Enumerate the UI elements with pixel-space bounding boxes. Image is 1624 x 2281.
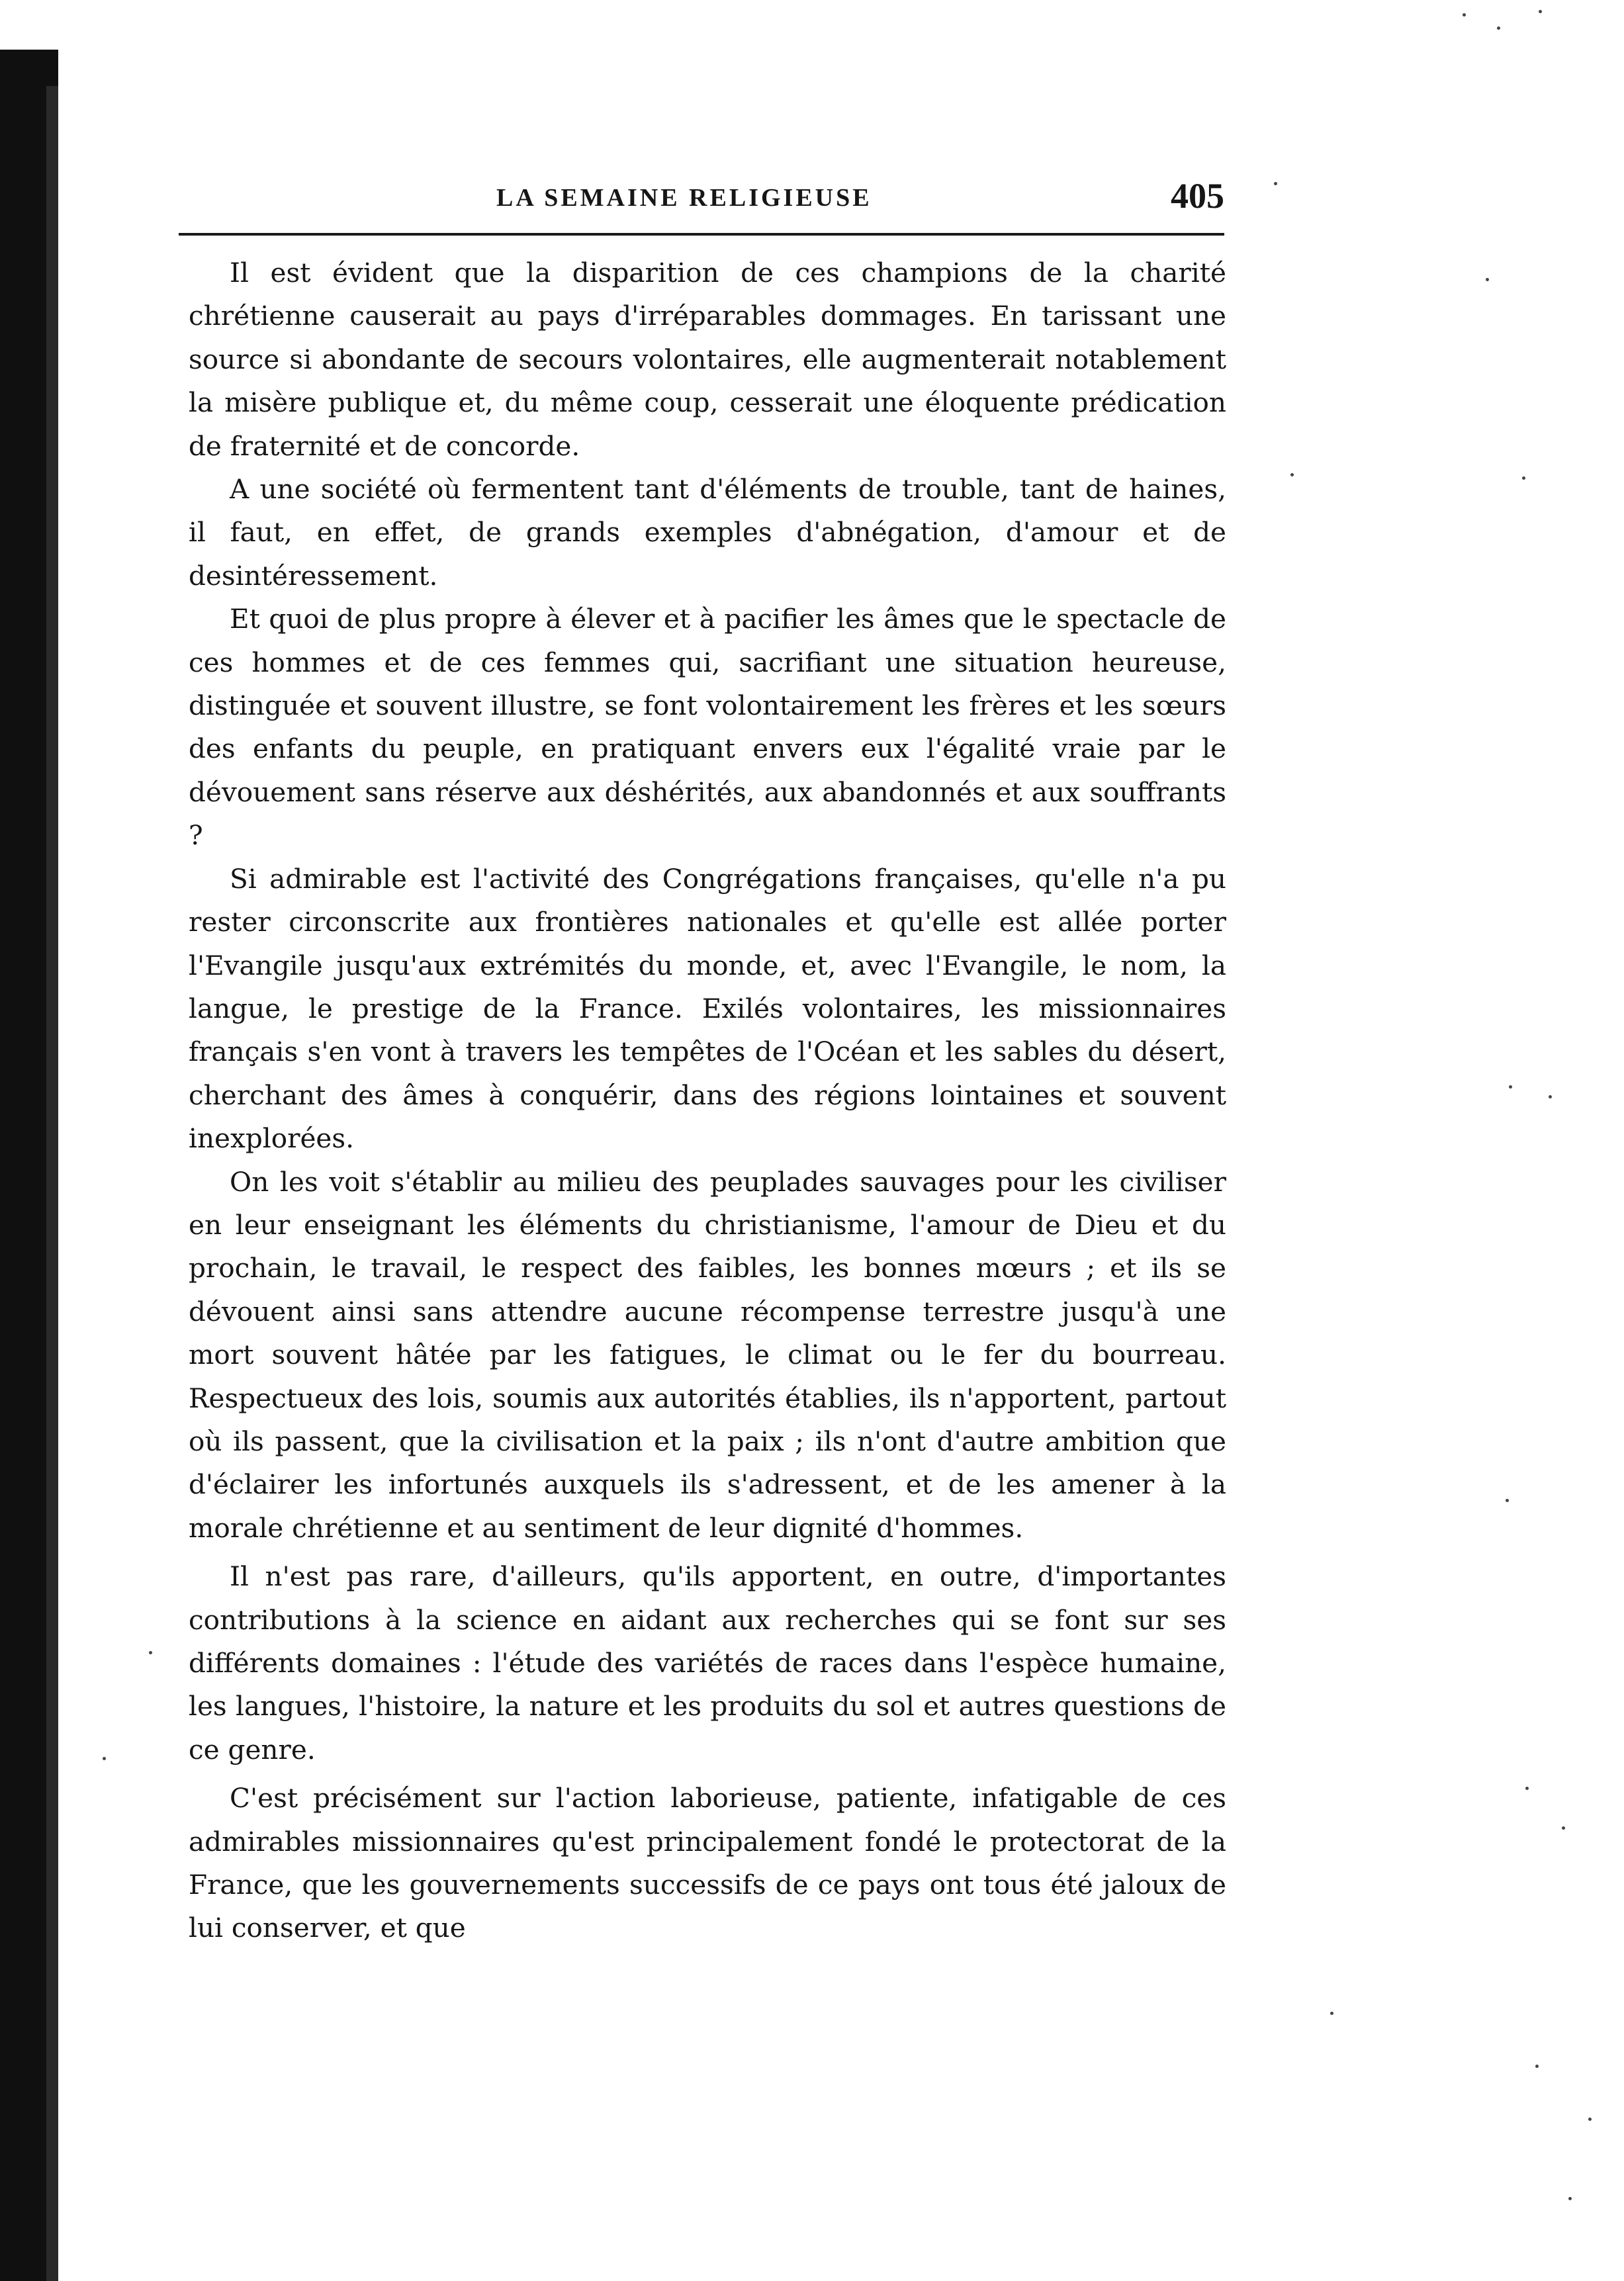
page-number: 405 [1171,176,1224,216]
scan-speck [1274,182,1277,185]
scan-speck [1522,476,1525,480]
scan-speck [1486,278,1489,281]
scan-speck [1290,473,1294,476]
scan-speck [149,1651,152,1654]
running-head [192,169,1224,222]
paragraph: Si admirable est l'activité des Congrégations françaises, qu'elle n'a pu rester circonscrite aux frontières nationales et qu'elle est allée porter l'Evangile jusqu'aux extrémités du monde, et, avec l'Evangile, le nom, la langue, le prestige de la France. Exilés volontaires, les missionnaires français s'en vont à travers les tempêtes de l'Océan et les sables du désert, cherchant des âmes à conquérir, dans des régions lointaines et souvent inexplorées. [189,862,1226,1155]
scan-speck [1497,26,1500,30]
paragraph: On les voit s'établir au milieu des peuplades sauvages pour les civiliser en leur enseignant les éléments du christianisme, l'amour de Dieu et du prochain, le travail, le respect des faibles, les bonnes mœurs ; et ils se dévouent ainsi sans attendre aucune récompense terrestre jusqu'à une mort souvent hâtée par les fatigues, le climat ou le fer du bourreau. Respectueux des lois, soumis aux autorités établies, ils n'apportent, partout où ils passent, que la civilisation et la paix ; ils n'ont d'autre ambition que d'éclairer les infortunés auxquels ils s'adressent, et de les amener à la morale chrétienne et au sentiment de leur dignité d'hommes. [189,1165,1226,1544]
paragraph: A une société où fermentent tant d'éléments de trouble, tant de haines, il faut, en effet, de grands exemples d'abnégation, d'amour et de desintéressement. [189,473,1226,592]
running-title: LA SEMAINE RELIGIEUSE [496,184,872,212]
paragraph: C'est précisément sur l'action laborieuse, patiente, infatigable de ces admirables missionnaires qu'est principalement fondé le protectorat de la France, que les gouvernements successifs de ce pays ont tous été jaloux de lui conserver, et que [189,1782,1226,1944]
scan-speck [1568,2197,1572,2200]
paragraph: Il n'est pas rare, d'ailleurs, qu'ils apportent, en outre, d'importantes contributions à la science en aidant aux recherches qui se font sur ses différents domaines : l'étude des variétés de races dans l'espèce humaine, les langues, l'histoire, la nature et les produits du sol et autres questions de ce genre. [189,1560,1226,1766]
scan-speck [1330,2012,1333,2015]
scan-speck [1525,1787,1529,1790]
scan-speck [1509,1085,1512,1089]
scan-speck [1463,13,1466,17]
paragraph: Et quoi de plus propre à élever et à pacifier les âmes que le spectacle de ces hommes et de ces femmes qui, sacrifiant une situation heureuse, distinguée et souvent illustre, se font volontairement les frères et les sœurs des enfants du peuple, en pratiquant envers eux l'égalité vraie par le dévouement sans réserve aux déshérités, aux abandonnés et aux souffrants ? [189,603,1226,852]
scan-speck [1562,1826,1565,1830]
scan-speck [1549,1095,1552,1098]
binding-shadow [46,86,58,2281]
body-text [189,251,1226,1950]
paragraph: Il est évident que la disparition de ces champions de la charité chrétienne causerait au pays d'irréparables dommages. En tarissant une source si abondante de secours volontaires, elle augmenterait notablement la misère publique et, du même coup, cesserait une éloquente prédication de fraternité et de concorde. [189,257,1226,462]
header-rule [179,233,1224,236]
scan-speck [103,1757,106,1760]
scan-speck [1506,1499,1509,1502]
scan-speck [1588,2118,1592,2121]
scan-speck [1539,10,1542,13]
scan-speck [1535,2065,1539,2068]
